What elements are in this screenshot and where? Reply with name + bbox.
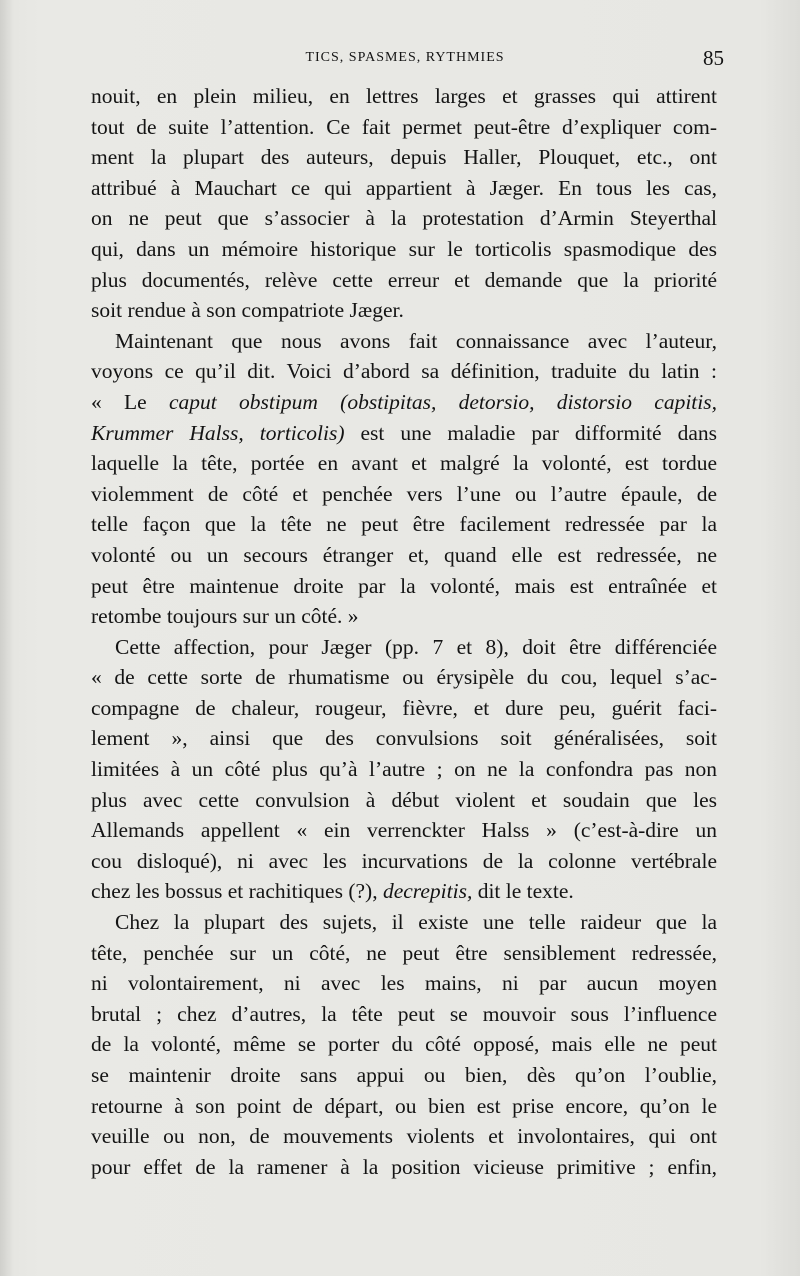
text-segment: « Le — [91, 389, 169, 414]
text-segment: violemment de côté et penchée vers l’une ou l’autre épaule, de — [91, 481, 717, 506]
text-line — [91, 1091, 717, 1122]
text-segment: Maintenant que nous avons fait connaissance avec l’auteur, — [115, 328, 717, 353]
text-segment: attribué à Mauchart ce qui appartient à Jæger. En tous les cas, — [91, 175, 717, 200]
text-segment: telle façon que la tête ne peut être facilement redressée par la — [91, 512, 717, 537]
text-line — [91, 81, 717, 112]
text-segment: Cette affection, pour Jæger (pp. 7 et 8), doit être différenciée — [115, 634, 717, 659]
text-segment: lement », ainsi que des convulsions soit généralisées, soit — [91, 726, 717, 751]
text-segment: soit rendue à son compatriote Jæger. — [91, 298, 404, 323]
text-line — [91, 601, 717, 632]
text-line — [91, 693, 717, 724]
text-line — [91, 632, 717, 663]
text-segment: plus avec cette convulsion à début violent et soudain que les — [91, 787, 717, 812]
text-segment: volonté ou un secours étranger et, quand elle est redressée, ne — [91, 542, 717, 567]
text-line — [91, 662, 717, 693]
text-line — [91, 968, 717, 999]
text-line — [91, 387, 717, 418]
text-line — [91, 846, 717, 877]
text-line — [91, 754, 717, 785]
italic-text: Krummer Halss, torticolis) — [91, 420, 345, 445]
text-segment: retombe toujours sur un côté. » — [91, 604, 359, 629]
text-segment: retourne à son point de départ, ou bien est prise encore, qu’on le — [91, 1093, 717, 1118]
text-line — [91, 907, 717, 938]
text-line — [91, 142, 717, 173]
text-segment: est une maladie par difformité dans — [344, 420, 717, 445]
text-segment: nouit, en plein milieu, en lettres larges et grasses qui attirent — [91, 84, 717, 108]
text-segment: on ne peut que s’associer à la protestation d’Armin Steyerthal — [91, 206, 717, 231]
text-segment: chez les bossus et rachitiques (?), — [91, 879, 383, 904]
italic-text: caput obstipum (obstipitas, detorsio, distorsio capitis, — [169, 389, 717, 414]
text-line — [91, 173, 717, 204]
text-line — [91, 876, 717, 907]
text-line — [91, 326, 717, 357]
text-segment: se maintenir droite sans appui ou bien, dès qu’on l’oublie, — [91, 1063, 717, 1087]
text-line — [91, 999, 717, 1030]
text-line — [91, 540, 717, 571]
text-segment: dit le texte. — [472, 879, 574, 904]
text-segment: Allemands appellent « ein verrenckter Halss » (c’est-à-dire un — [91, 818, 717, 843]
text-line — [91, 1121, 717, 1152]
text-segment: plus documentés, relève cette erreur et demande que la priorité — [91, 267, 717, 292]
page-number: 85 — [703, 46, 724, 70]
text-segment: peut être maintenue droite par la volonté, mais est entraînée et — [91, 573, 717, 598]
text-line — [91, 785, 717, 816]
body-text — [91, 81, 717, 1182]
text-line — [91, 418, 717, 449]
text-line — [91, 509, 717, 540]
text-segment: veuille ou non, de mouvements violents et involontaires, qui ont — [91, 1124, 717, 1149]
text-line — [91, 203, 717, 234]
text-segment: tête, penchée sur un côté, ne peut être sensiblement redressée, — [91, 940, 717, 965]
text-line — [91, 265, 717, 296]
running-title: TICS, SPASMES, RYTHMIES — [305, 50, 505, 65]
text-segment: « de cette sorte de rhumatisme ou érysipèle du cou, lequel s’ac- — [91, 665, 717, 690]
text-segment: cou disloqué), ni avec les incurvations de la colonne vertébrale — [91, 848, 717, 873]
text-segment: voyons ce qu’il dit. Voici d’abord sa définition, traduite du latin : — [91, 359, 717, 384]
text-segment: tout de suite l’attention. Ce fait permet peut-être d’expliquer com- — [91, 114, 717, 139]
text-segment: Chez la plupart des sujets, il existe une telle raideur que la — [115, 910, 717, 935]
text-line — [91, 1152, 717, 1183]
text-segment: laquelle la tête, portée en avant et malgré la volonté, est tordue — [91, 451, 717, 476]
text-line — [91, 295, 717, 326]
text-segment: ni volontairement, ni avec les mains, ni par aucun moyen — [91, 971, 717, 996]
text-line — [91, 723, 717, 754]
running-header — [90, 46, 724, 72]
text-line — [91, 1029, 717, 1060]
text-segment: ment la plupart des auteurs, depuis Haller, Plouquet, etc., ont — [91, 145, 717, 170]
text-segment: compagne de chaleur, rougeur, fièvre, et dure peu, guérit faci- — [91, 695, 717, 720]
text-line — [91, 234, 717, 265]
text-line — [91, 112, 717, 143]
text-segment: pour effet de la ramener à la position vicieuse primitive ; enfin, — [91, 1154, 717, 1179]
text-line — [91, 938, 717, 969]
text-line — [91, 1060, 717, 1091]
text-segment: de la volonté, même se porter du côté opposé, mais elle ne peut — [91, 1032, 717, 1057]
text-line — [91, 448, 717, 479]
italic-text: decrepitis, — [382, 879, 473, 904]
text-line — [91, 479, 717, 510]
text-segment: brutal ; chez d’autres, la tête peut se mouvoir sous l’influence — [91, 1001, 717, 1026]
text-line — [91, 356, 717, 387]
text-segment: limitées à un côté plus qu’à l’autre ; on ne la confondra pas non — [91, 757, 717, 782]
text-line — [91, 815, 717, 846]
text-segment: qui, dans un mémoire historique sur le torticolis spasmodique des — [91, 236, 717, 261]
text-line — [91, 571, 717, 602]
